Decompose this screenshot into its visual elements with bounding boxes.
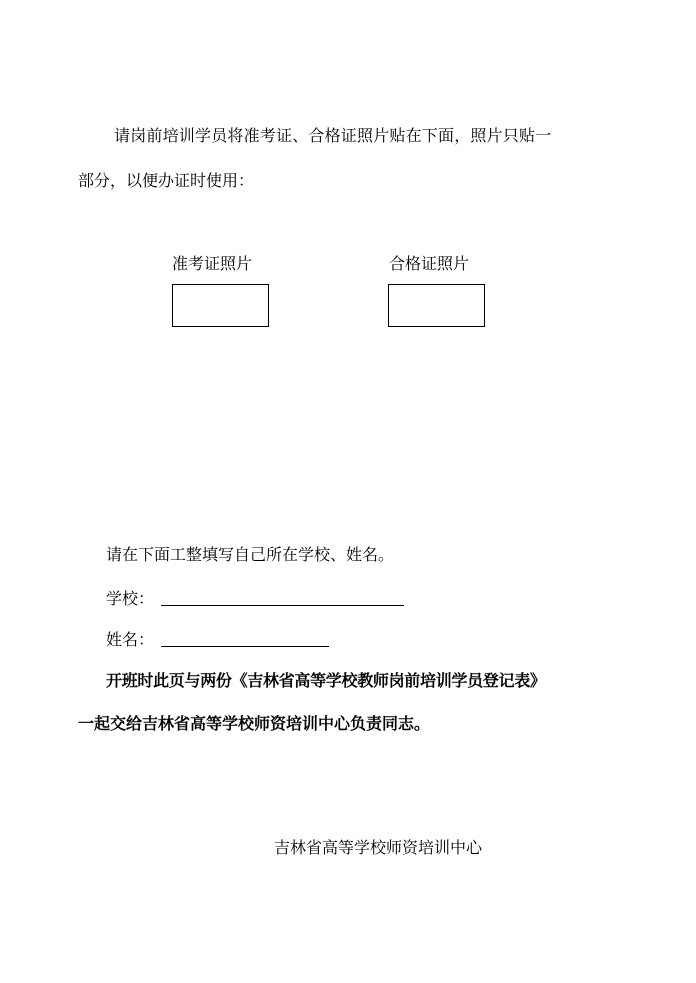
name-label: 姓名： — [106, 630, 155, 649]
certificate-photo-label: 合格证照片 — [389, 254, 470, 273]
certificate-photo-box — [388, 284, 485, 327]
school-field-line[interactable] — [161, 605, 404, 606]
exam-permit-photo-label: 准考证照片 — [172, 254, 253, 273]
submission-line-2: 一起交给吉林省高等学校师资培训中心负责同志。 — [78, 714, 431, 733]
intro-line-1: 请岗前培训学员将准考证、合格证照片贴在下面，照片只贴一 — [114, 126, 552, 145]
submission-line-1: 开班时此页与两份《吉林省高等学校教师岗前培训学员登记表》 — [106, 671, 546, 690]
footer-organization: 吉林省高等学校师资培训中心 — [274, 838, 483, 857]
school-label: 学校： — [106, 589, 155, 608]
intro-line-2: 部分，以便办证时使用： — [78, 171, 255, 190]
exam-permit-photo-box — [172, 284, 269, 327]
name-field-line[interactable] — [161, 646, 329, 647]
fill-prompt: 请在下面工整填写自己所在学校、姓名。 — [106, 545, 395, 564]
